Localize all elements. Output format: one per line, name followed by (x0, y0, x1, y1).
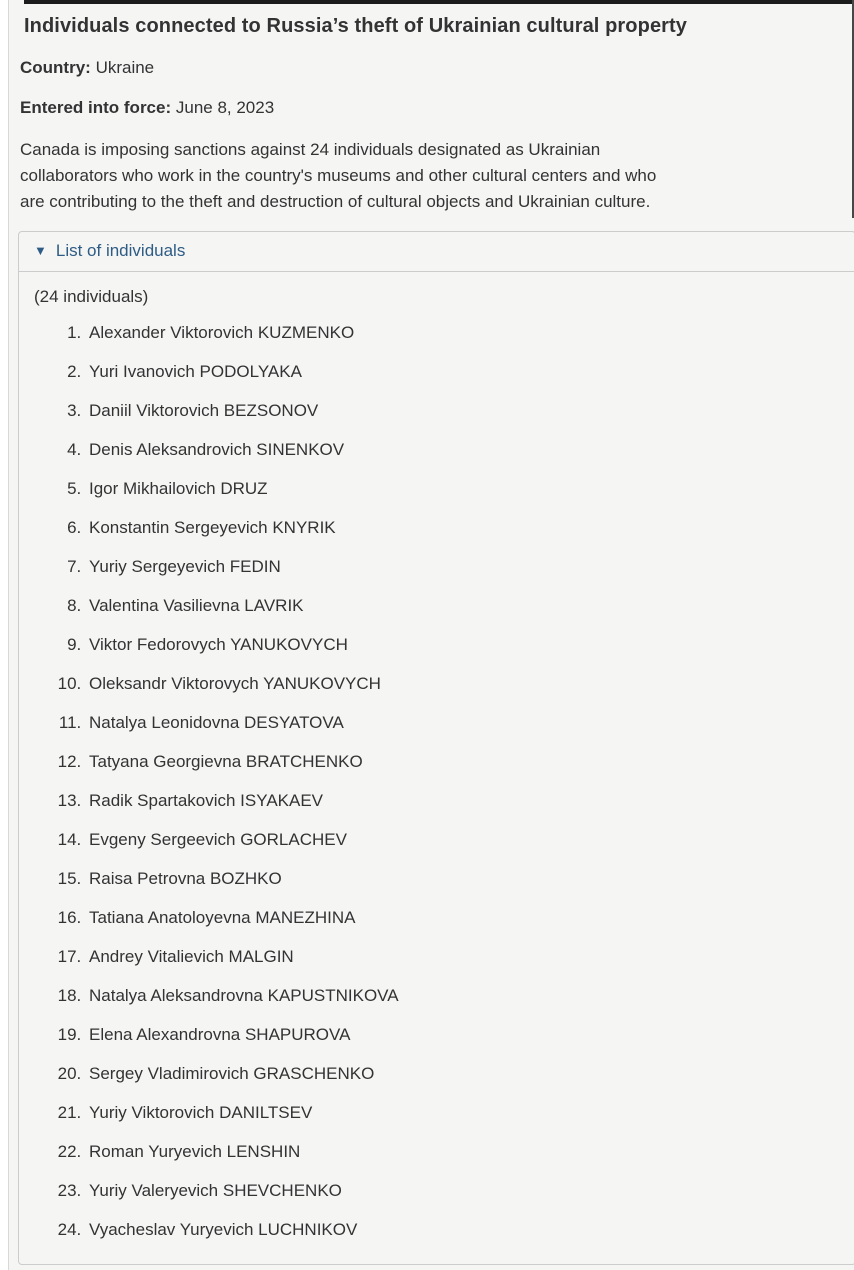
list-item: 12. Tatyana Georgievna BRATCHENKO (86, 751, 840, 773)
list-item: 9. Viktor Fedorovych YANUKOVYCH (86, 634, 840, 656)
list-item: 10. Oleksandr Viktorovych YANUKOVYCH (86, 673, 840, 695)
individuals-accordion (18, 231, 854, 1265)
list-item: 4. Denis Aleksandrovich SINENKOV (86, 439, 840, 461)
list-item: 18. Natalya Aleksandrovna KAPUSTNIKOVA (86, 985, 840, 1007)
description-line: Canada is imposing sanctions against 24 individuals designated as Ukrainian (20, 140, 601, 159)
individuals-count: (24 individuals) (34, 287, 149, 306)
list-item: 24. Vyacheslav Yuryevich LUCHNIKOV (86, 1219, 840, 1241)
list-item: 8. Valentina Vasilievna LAVRIK (86, 595, 840, 617)
list-item: 15. Raisa Petrovna BOZHKO (86, 868, 840, 890)
list-item: 19. Elena Alexandrovna SHAPUROVA (86, 1024, 840, 1046)
country-value: Ukraine (95, 58, 155, 77)
list-item: 7. Yuriy Sergeyevich FEDIN (86, 556, 840, 578)
list-item: 6. Konstantin Sergeyevich KNYRIK (86, 517, 840, 539)
list-item: 17. Andrey Vitalievich MALGIN (86, 946, 840, 968)
list-item: 3. Daniil Viktorovich BEZSONOV (86, 400, 840, 422)
entered-into-force-label: Entered into force: (20, 98, 172, 117)
list-item: 23. Yuriy Valeryevich SHEVCHENKO (86, 1180, 840, 1202)
list-item: 11. Natalya Leonidovna DESYATOVA (86, 712, 840, 734)
description-line: are contributing to the theft and destruction of cultural objects and Ukrainian culture. (20, 192, 651, 211)
list-item: 5. Igor Mikhailovich DRUZ (86, 478, 840, 500)
list-item: 13. Radik Spartakovich ISYAKAEV (86, 790, 840, 812)
left-gutter (0, 0, 9, 1270)
list-item: 14. Evgeny Sergeevich GORLACHEV (86, 829, 840, 851)
list-item: 16. Tatiana Anatoloyevna MANEZHINA (86, 907, 840, 929)
entered-into-force-row (20, 97, 844, 119)
sanctions-description (20, 137, 844, 215)
list-item: 2. Yuri Ivanovich PODOLYAKA (86, 361, 840, 383)
accordion-body (19, 272, 854, 1264)
list-item: 20. Sergey Vladimirovich GRASCHENKO (86, 1063, 840, 1085)
top-border-bar (24, 0, 854, 4)
country-label: Country: (20, 58, 91, 77)
main-content (9, 13, 854, 1265)
list-item: 22. Roman Yuryevich LENSHIN (86, 1141, 840, 1163)
page-title: Individuals connected to Russia’s theft of Ukrainian cultural property (24, 15, 688, 37)
triangle-down-icon: ▼ (34, 243, 47, 258)
country-row (20, 57, 844, 79)
description-line: collaborators who work in the country's museums and other cultural centers and who (20, 166, 657, 185)
list-item: 21. Yuriy Viktorovich DANILTSEV (86, 1102, 840, 1124)
list-item: 1. Alexander Viktorovich KUZMENKO (86, 322, 840, 344)
accordion-summary-toggle[interactable] (19, 232, 854, 272)
individuals-list (34, 322, 840, 1241)
accordion-summary-label: List of individuals (55, 241, 186, 260)
entered-into-force-value: June 8, 2023 (175, 98, 275, 117)
